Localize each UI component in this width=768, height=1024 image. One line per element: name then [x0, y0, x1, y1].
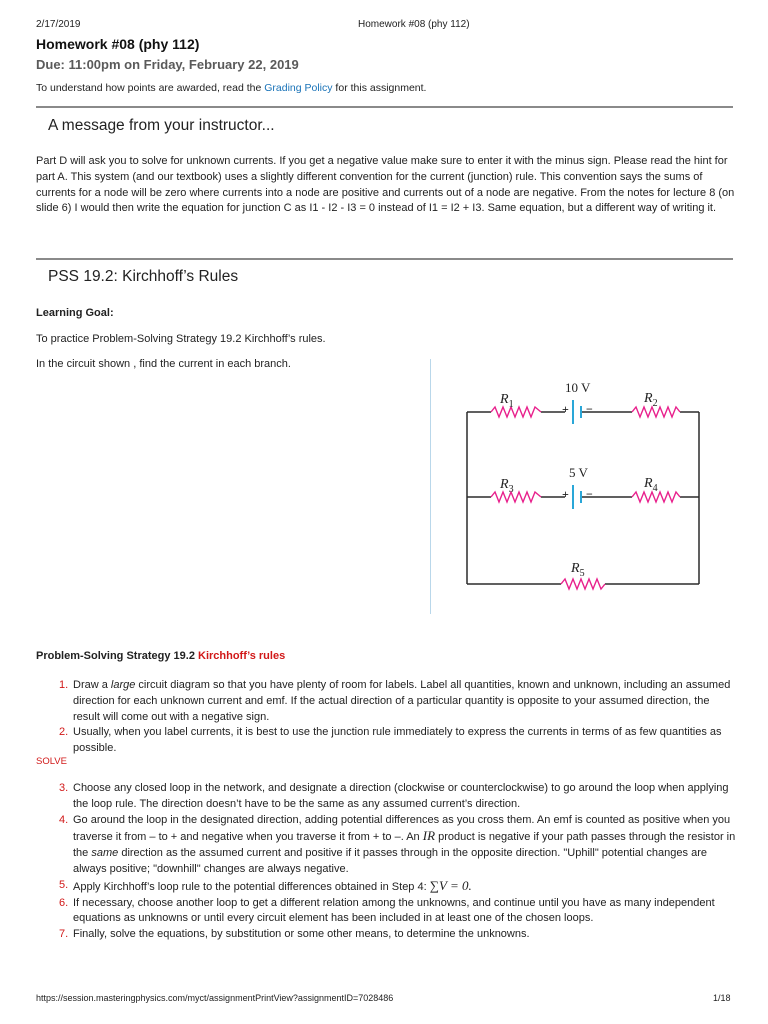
strategy-title [36, 650, 285, 662]
battery-5v-minus: − [586, 487, 593, 501]
assignment-title: Homework #08 (phy 112) [36, 36, 200, 52]
label-r2: $R_2$ [644, 391, 658, 409]
footer-url[interactable]: https://session.masteringphysics.com/myct/assignmentPrintView?assignmentID=7028486 [36, 993, 394, 1003]
steps-list-2 [36, 781, 736, 943]
section-divider [36, 258, 733, 260]
label-r3: $R_3$ [500, 477, 514, 495]
step-item: 6. If necessary, choose another loop to get a different relation among the unknowns, and continue until you have as many independent equations as unknowns or until every circuit element has been included in at least one of the chosen loops. [59, 896, 715, 925]
problem-heading: PSS 19.2: Kirchhoff’s Rules [48, 268, 239, 285]
print-page-title: Homework #08 (phy 112) [358, 19, 470, 30]
step-number: 2. [59, 726, 69, 739]
battery-10v [573, 400, 581, 424]
figure-divider [430, 359, 431, 614]
resistor-r3 [491, 492, 541, 502]
resistor-r1 [491, 407, 541, 417]
instructor-heading: A message from your instructor... [48, 117, 275, 134]
battery-5v-label: 5 V [569, 465, 588, 480]
grading-policy-link[interactable]: Grading Policy [264, 82, 333, 94]
step-item: 1. Draw a large circuit diagram so that you have plenty of room for labels. Label all quantities, known and unknown, including an assumed direction for each unknown current and emf. If the actual direction of a particular quantity is opposite to your assumed direction, the result will come out with a negative sign. [59, 679, 731, 723]
label-r5: $R_5$ [571, 561, 585, 579]
step-item: 3. Choose any closed loop in the network, and designate a direction (clockwise or counterclockwise) to go around the loop when applying the loop rule. The direction doesn’t have to be the same as any assumed current’s direction. [59, 782, 729, 810]
instructor-message: Part D will ask you to solve for unknown currents. If you get a negative value make sure to enter it with the minus sign. Please read the hint for part A. This system (and our textbook) uses a slightly different convention for the current (junction) rule. This convention says the sums of currents for a node will be zero where currents into a node are positive and currents out of a node are negative. From the notes for lecture 8 (on slide 6) I would then write the equation for junction C as I1 - I2 - I3 = 0 instead of I1 = I2 + I3. Same equation, but a different way of writing it. [36, 155, 735, 215]
learning-goal-text: To practice Problem-Solving Strategy 19.2 Kirchhoff’s rules. [36, 333, 326, 345]
due-date: Due: 11:00pm on Friday, February 22, 2019 [36, 57, 299, 72]
grading-note [36, 82, 426, 94]
step-item: 5. Apply Kirchhoff’s loop rule to the potential differences obtained in Step 4: ∑V = 0. [59, 877, 472, 893]
step-number: 1. [59, 679, 69, 691]
learning-goal-label: Learning Goal: [36, 307, 114, 319]
strategy-title-highlight: Kirchhoff’s rules [198, 650, 286, 662]
problem-intro: In the circuit shown , find the current in each branch. [36, 358, 291, 370]
battery-5v [573, 485, 581, 509]
step-number: 5. [59, 878, 69, 891]
step-number: 4. [59, 813, 69, 826]
circuit-diagram [455, 372, 715, 604]
battery-10v-minus: − [586, 402, 593, 416]
grading-note-tail: for this assignment. [332, 82, 427, 94]
math-loop-rule: ∑V = 0. [429, 877, 472, 893]
step-item: 4. Go around the loop in the designated direction, adding potential differences as you cross them. An emf is counted as positive when you traverse it from – to + and negative when you traverse it from + to –. An IR product is negative if your path passes through the resistor in the same direction as the assumed current and positive if it passes through in the opposite direction. "Uphill" potential changes are always positive; "downhill" changes are always negative. [59, 813, 736, 875]
label-r4: $R_4$ [644, 476, 658, 494]
step-number: 6. [59, 896, 69, 909]
label-r1: $R_1$ [500, 392, 514, 410]
math-ir: IR [422, 828, 436, 844]
step-item: 2. Usually, when you label currents, it is best to use the junction rule immediately to express the currents in terms of as few quantities as possible. [59, 726, 722, 755]
step-number: 7. [59, 928, 69, 941]
circuit-wires [467, 412, 699, 584]
section-divider [36, 106, 733, 108]
battery-10v-label: 10 V [565, 380, 591, 395]
footer-page-number: 1/18 [713, 993, 731, 1003]
resistor-r5 [561, 579, 605, 589]
battery-10v-plus: + [562, 402, 569, 416]
step-number: 3. [59, 782, 69, 794]
grading-note-text: To understand how points are awarded, read the [36, 82, 265, 94]
battery-5v-plus: + [562, 487, 569, 501]
solve-label: SOLVE [36, 756, 67, 767]
print-date: 2/17/2019 [36, 19, 81, 30]
steps-list-1 [36, 678, 736, 757]
strategy-title-prefix: Problem-Solving Strategy 19.2 [36, 650, 198, 662]
step-item: 7. Finally, solve the equations, by substitution or some other means, to determine the unknowns. [36, 927, 736, 943]
